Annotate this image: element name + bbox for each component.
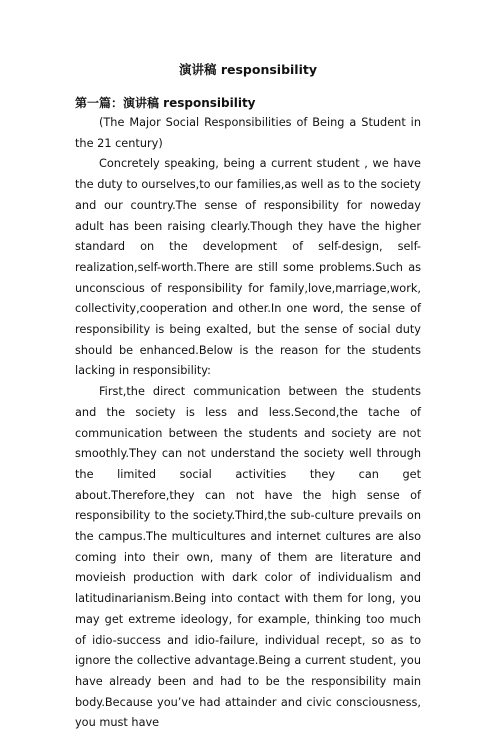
- section-heading: 第一篇：演讲稿 responsibility: [75, 96, 256, 110]
- paragraph-responsibility-duty: Concretely speaking, being a current student , we have the duty to ourselves,to our families,as well as to the society and our country.The sense of responsibility for noweday adult has been raising clearly.Though they have the higher standard on the development of self-design, self-realization,self-worth.There are still some problems.Such as unconscious of responsibility for family,love,marriage,work, collectivity,cooperation and other.In one word, the sense of responsibility is being exalted, but the sense of social duty should be enhanced.Below is the reason for the students lacking in responsibility:: [75, 157, 421, 378]
- paragraph-subtitle: (The Major Social Responsibilities of Being a Student in the 21 century): [75, 116, 421, 150]
- document-title: 演讲稿 responsibility: [178, 62, 318, 77]
- document-body: [75, 113, 421, 734]
- paragraph-reasons: First,the direct communication between the students and the society is less and less.Second,the tache of communication between the students and society are not smoothly.They can not understand the society well through the limited social activities they can get about.Therefore,they can not have the high sense of responsibility to the society.Third,the sub-culture prevails on the campus.The multicultures and internet cultures are also coming into their own, many of them are literature and movieish production with dark color of individualism and latitudinarianism.Being into contact with them for long, you may get extreme ideology, for example, thinking too much of idio-success and idio-failure, individual recept, so as to ignore the collective advantage.Being a current student, you have already been and had to be the responsibility main body.Because you’ve had attainder and civic consciousness, you must have: [75, 385, 421, 730]
